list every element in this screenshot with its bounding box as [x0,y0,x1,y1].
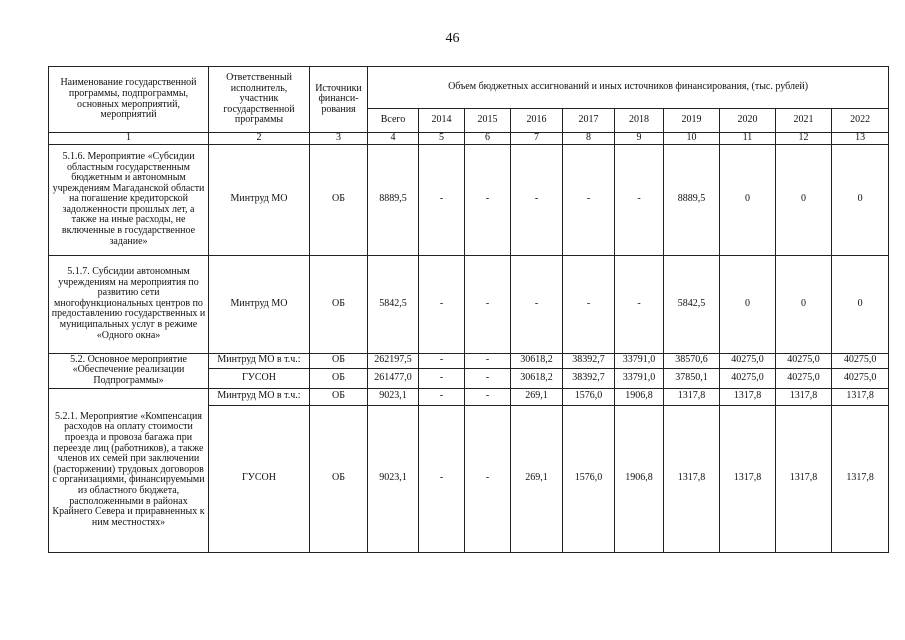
row-value: 1317,8 [832,405,889,552]
row-value: - [465,255,511,353]
row-executor: Минтруд МО в т.ч.: [209,353,310,368]
row-source: ОБ [310,255,368,353]
column-number: 6 [465,133,511,145]
column-number: 9 [615,133,664,145]
row-value: 40275,0 [832,368,889,388]
row-value: 40275,0 [776,368,832,388]
row-value: 40275,0 [776,353,832,368]
row-value: 5842,5 [664,255,720,353]
row-value: 269,1 [511,388,563,405]
header-executor: Ответственный исполнитель, участник государственной программы [209,67,310,133]
row-value: - [419,388,465,405]
row-value: - [465,405,511,552]
row-source: ОБ [310,144,368,255]
row-total: 261477,0 [368,368,419,388]
row-value: 0 [832,255,889,353]
column-number: 7 [511,133,563,145]
row-value: - [615,144,664,255]
column-number: 11 [720,133,776,145]
row-value: 1317,8 [832,388,889,405]
row-executor: ГУСОН [209,368,310,388]
row-executor: Минтруд МО [209,255,310,353]
row-value: 1906,8 [615,388,664,405]
column-number: 12 [776,133,832,145]
row-value: - [563,144,615,255]
column-number: 13 [832,133,889,145]
table-row [49,388,889,405]
row-value: - [511,144,563,255]
row-value: - [419,255,465,353]
table-row [49,144,889,255]
row-value: - [615,255,664,353]
row-executor: Минтруд МО в т.ч.: [209,388,310,405]
row-value: 1906,8 [615,405,664,552]
header-name: Наименование государственной программы, подпрограммы, основных мероприятий, мероприятий [49,67,209,133]
row-value: 8889,5 [664,144,720,255]
header-source: Источники финанси-рования [310,67,368,133]
row-source: ОБ [310,353,368,368]
header-year: 2017 [563,109,615,133]
column-number: 10 [664,133,720,145]
row-value: 269,1 [511,405,563,552]
row-value: 38392,7 [563,368,615,388]
header-year: 2015 [465,109,511,133]
row-value: - [419,144,465,255]
column-number: 3 [310,133,368,145]
header-volume: Объем бюджетных ассигнований и иных источников финансирования, (тыс. рублей) [368,67,889,109]
row-value: 38570,6 [664,353,720,368]
column-number: 5 [419,133,465,145]
row-value: 1317,8 [720,405,776,552]
table-row [49,255,889,353]
header-total: Всего [368,109,419,133]
column-number: 4 [368,133,419,145]
row-value: 1317,8 [776,388,832,405]
row-value: - [465,353,511,368]
header-year: 2014 [419,109,465,133]
row-value: 1576,0 [563,388,615,405]
column-number: 8 [563,133,615,145]
row-value: 1317,8 [664,405,720,552]
row-value: 33791,0 [615,368,664,388]
row-value: 40275,0 [832,353,889,368]
row-value: 1317,8 [776,405,832,552]
row-value: 40275,0 [720,353,776,368]
row-value: 0 [776,144,832,255]
page-number: 46 [445,31,460,46]
row-total: 9023,1 [368,388,419,405]
row-value: 1317,8 [720,388,776,405]
row-value: - [465,388,511,405]
row-total: 262197,5 [368,353,419,368]
column-number-row [49,133,889,145]
row-name: 5.2.1. Мероприятие «Компенсация расходов на оплату стоимости проезда и провоза багажа при переезде лиц (работников), а также членов их семей при заключении (расторжении) трудовых договоров с организациями, финансируемыми из областного бюджета, расположенными в районах Крайнего Севера и приравненных к ним местностях» [49,388,209,552]
row-value: 1576,0 [563,405,615,552]
header-year: 2018 [615,109,664,133]
row-source: ОБ [310,405,368,552]
row-value: 0 [720,255,776,353]
row-value: 33791,0 [615,353,664,368]
row-value: 30618,2 [511,353,563,368]
row-value: 0 [776,255,832,353]
row-name: 5.2. Основное мероприятие «Обеспечение реализации Подпрограммы» [49,353,209,388]
row-value: - [419,405,465,552]
header-year: 2020 [720,109,776,133]
row-total: 5842,5 [368,255,419,353]
header-year: 2016 [511,109,563,133]
column-number: 2 [209,133,310,145]
header-year: 2019 [664,109,720,133]
row-value: 1317,8 [664,388,720,405]
row-total: 8889,5 [368,144,419,255]
row-value: 30618,2 [511,368,563,388]
row-value: 40275,0 [720,368,776,388]
row-value: 38392,7 [563,353,615,368]
row-value: 0 [832,144,889,255]
row-value: 0 [720,144,776,255]
row-source: ОБ [310,388,368,405]
row-value: - [419,368,465,388]
row-value: - [563,255,615,353]
budget-table [48,66,889,553]
column-number: 1 [49,133,209,145]
row-value: 37850,1 [664,368,720,388]
row-executor: Минтруд МО [209,144,310,255]
row-total: 9023,1 [368,405,419,552]
row-value: - [465,144,511,255]
row-value: - [465,368,511,388]
row-value: - [511,255,563,353]
header-year: 2022 [832,109,889,133]
header-year: 2021 [776,109,832,133]
table-row [49,353,889,368]
row-name: 5.1.7. Субсидии автономным учреждениям на мероприятия по развитию сети многофункциональных центров по предоставлению государственных и муниципальных услуг в режиме «Одного окна» [49,255,209,353]
row-name: 5.1.6. Мероприятие «Субсидии областным государственным бюджетным и автономным учреждениям Магаданской области на погашение кредиторской задолженности прошлых лет, а также на иные расходы, не включенные в государственное задание» [49,144,209,255]
row-executor: ГУСОН [209,405,310,552]
row-value: - [419,353,465,368]
row-source: ОБ [310,368,368,388]
